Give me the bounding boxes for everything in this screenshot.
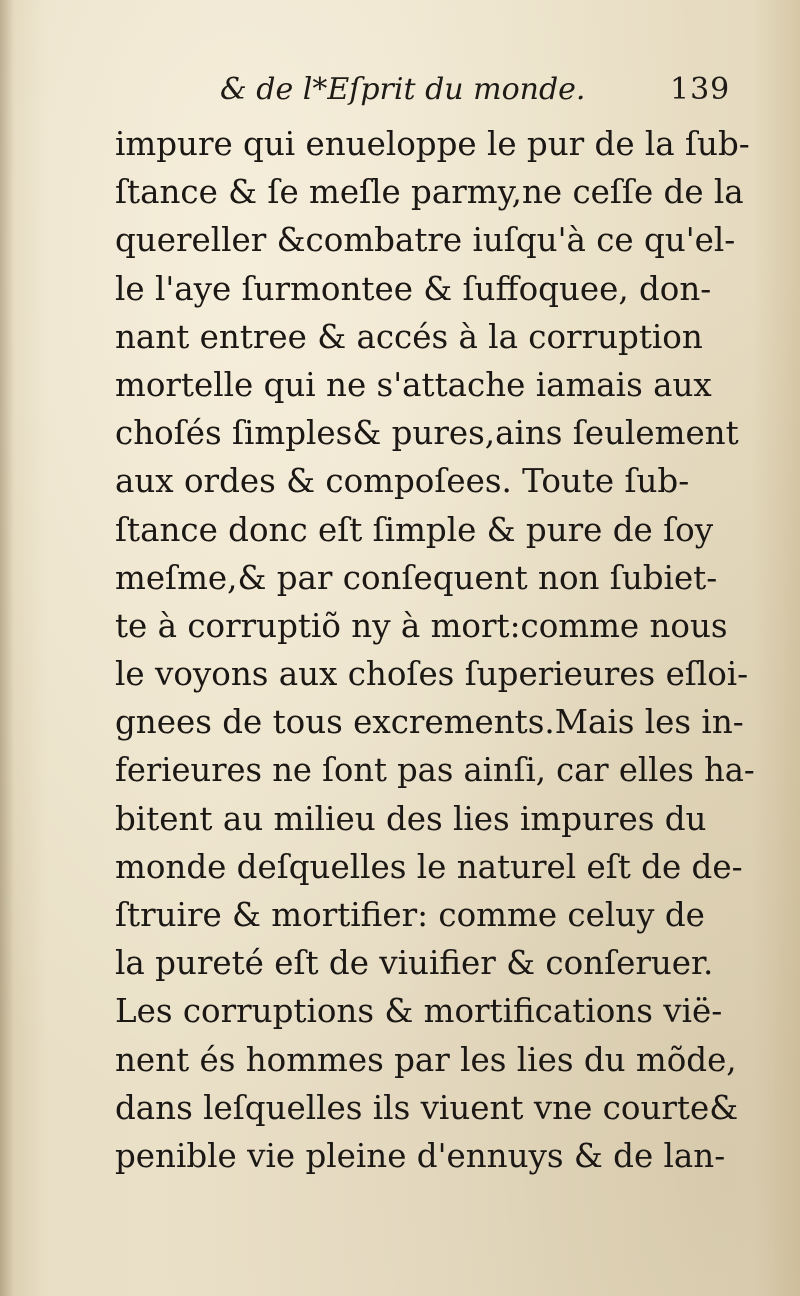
gutter-shadow <box>0 0 14 1296</box>
text-line: quereller &combatre iuſqu'à ce qu'el- <box>115 221 736 260</box>
text-line: ſtance donc eſt ſimple & pure de ſoy <box>115 510 714 549</box>
body-text <box>115 120 755 1180</box>
text-line: dans leſquelles ils viuent vne courte& <box>115 1088 739 1127</box>
text-line: Les corruptions & mortifications vië- <box>115 992 723 1031</box>
text-line: nant entree & accés à la corruption <box>115 317 703 356</box>
text-line: gnees de tous excrements.Mais les in- <box>115 703 744 742</box>
text-line: la pureté eſt de viuifier & conſeruer. <box>115 944 714 983</box>
text-line: ferieures ne ſont pas ainſi, car elles ha- <box>115 751 755 790</box>
text-line: te à corruptiõ ny à mort:comme nous <box>115 606 728 645</box>
page-number: 139 <box>670 72 731 107</box>
running-title: & de l*Eſprit du monde. <box>220 72 586 107</box>
text-line: penible vie pleine d'ennuys & de lan- <box>115 1136 726 1175</box>
text-line: choſés ſimples& pures,ains ſeulement <box>115 414 739 453</box>
text-line: impure qui enueloppe le pur de la ſub- <box>115 125 750 163</box>
text-line: le l'aye ſurmontee & ſuffoquee, don- <box>115 269 712 308</box>
text-line: ſtruire & mortifier: comme celuy de <box>115 896 705 934</box>
text-line: le voyons aux choſes ſuperieures eſloi- <box>115 655 749 694</box>
text-line: bitent au milieu des lies impures du <box>115 799 707 838</box>
text-line: ſtance & ſe meſle parmy,ne ceſſe de la <box>115 173 744 212</box>
text-line: meſme,& par conſequent non ſubiet- <box>115 558 718 597</box>
text-line: monde deſquelles le naturel eſt de de- <box>115 847 743 886</box>
text-line: nent és hommes par les lies du mõde, <box>115 1040 737 1079</box>
text-line: mortelle qui ne s'attache iamais aux <box>115 365 712 404</box>
running-head <box>220 68 731 114</box>
text-line: aux ordes & compoſees. Toute ſub- <box>115 462 690 501</box>
